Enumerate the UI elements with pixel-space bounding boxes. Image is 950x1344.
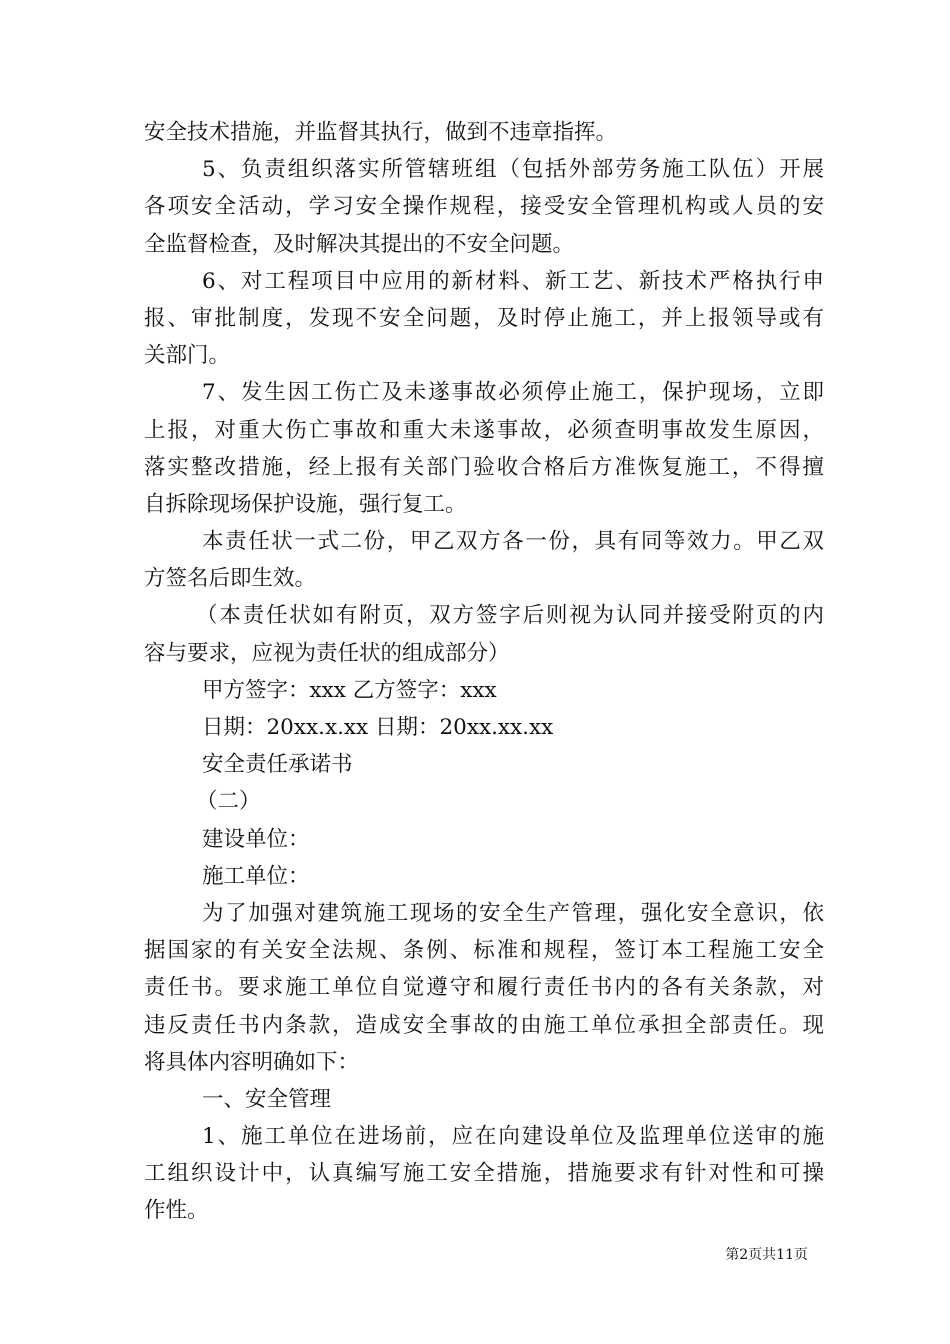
document-body — [144, 114, 824, 1230]
page-number: 第2页共11页 — [725, 1247, 808, 1263]
text-line: （二） — [196, 789, 261, 815]
text-line: 自拆除现场保护设施，强行复工。 — [144, 491, 467, 517]
text-line: 各项安全活动，学习安全操作规程，接受安全管理机构或人员的安 — [144, 194, 824, 220]
text-line: 日期：20xx.x.xx 日期：20xx.xx.xx — [202, 715, 554, 740]
text-line: 工组织设计中，认真编写施工安全措施，措施要求有针对性和可操 — [144, 1161, 824, 1187]
text-line: 5、负责组织落实所管辖班组（包括外部劳务施工队伍）开展 — [202, 157, 824, 183]
text-line: 上报，对重大伤亡事故和重大未遂事故，必须查明事故发生原因， — [144, 417, 824, 443]
text-line: 7、发生因工伤亡及未遂事故必须停止施工，保护现场，立即 — [202, 380, 824, 406]
text-line: 据国家的有关安全法规、条例、标准和规程，签订本工程施工安全 — [144, 938, 824, 964]
text-line: 违反责任书内条款，造成安全事故的由施工单位承担全部责任。现 — [144, 1012, 824, 1038]
text-line: 方签名后即生效。 — [144, 566, 317, 592]
text-line: 容与要求，应视为责任状的组成部分） — [144, 640, 510, 666]
text-line: 本责任状一式二份，甲乙双方各一份，具有同等效力。甲乙双 — [202, 529, 824, 555]
text-line: 报、审批制度，发现不安全问题，及时停止施工，并上报领导或有 — [144, 305, 824, 331]
text-line: （本责任状如有附页，双方签字后则视为认同并接受附页的内 — [196, 603, 824, 629]
text-line: 建设单位： — [202, 826, 310, 852]
text-line: 一、安全管理 — [202, 1086, 332, 1112]
text-line: 安全责任承诺书 — [202, 752, 353, 778]
text-line: 关部门。 — [144, 343, 231, 369]
text-line: 6、对工程项目中应用的新材料、新工艺、新技术严格执行申 — [202, 268, 824, 294]
text-line: 作性。 — [144, 1198, 209, 1224]
text-line: 为了加强对建筑施工现场的安全生产管理，强化安全意识，依 — [202, 900, 824, 926]
text-line: 施工单位： — [202, 863, 310, 889]
text-line: 将具体内容明确如下： — [144, 1049, 360, 1075]
text-line: 落实整改措施，经上报有关部门验收合格后方准恢复施工，不得擅 — [144, 454, 824, 480]
text-line: 1、施工单位在进场前，应在向建设单位及监理单位送审的施 — [202, 1124, 824, 1150]
text-line: 责任书。要求施工单位自觉遵守和履行责任书内的各有关条款，对 — [144, 975, 824, 1001]
text-line: 甲方签字：xxx 乙方签字：xxx — [202, 677, 497, 703]
text-line: 全监督检查，及时解决其提出的不安全问题。 — [144, 231, 575, 257]
text-line: 安全技术措施，并监督其执行，做到不违章指挥。 — [144, 120, 618, 145]
